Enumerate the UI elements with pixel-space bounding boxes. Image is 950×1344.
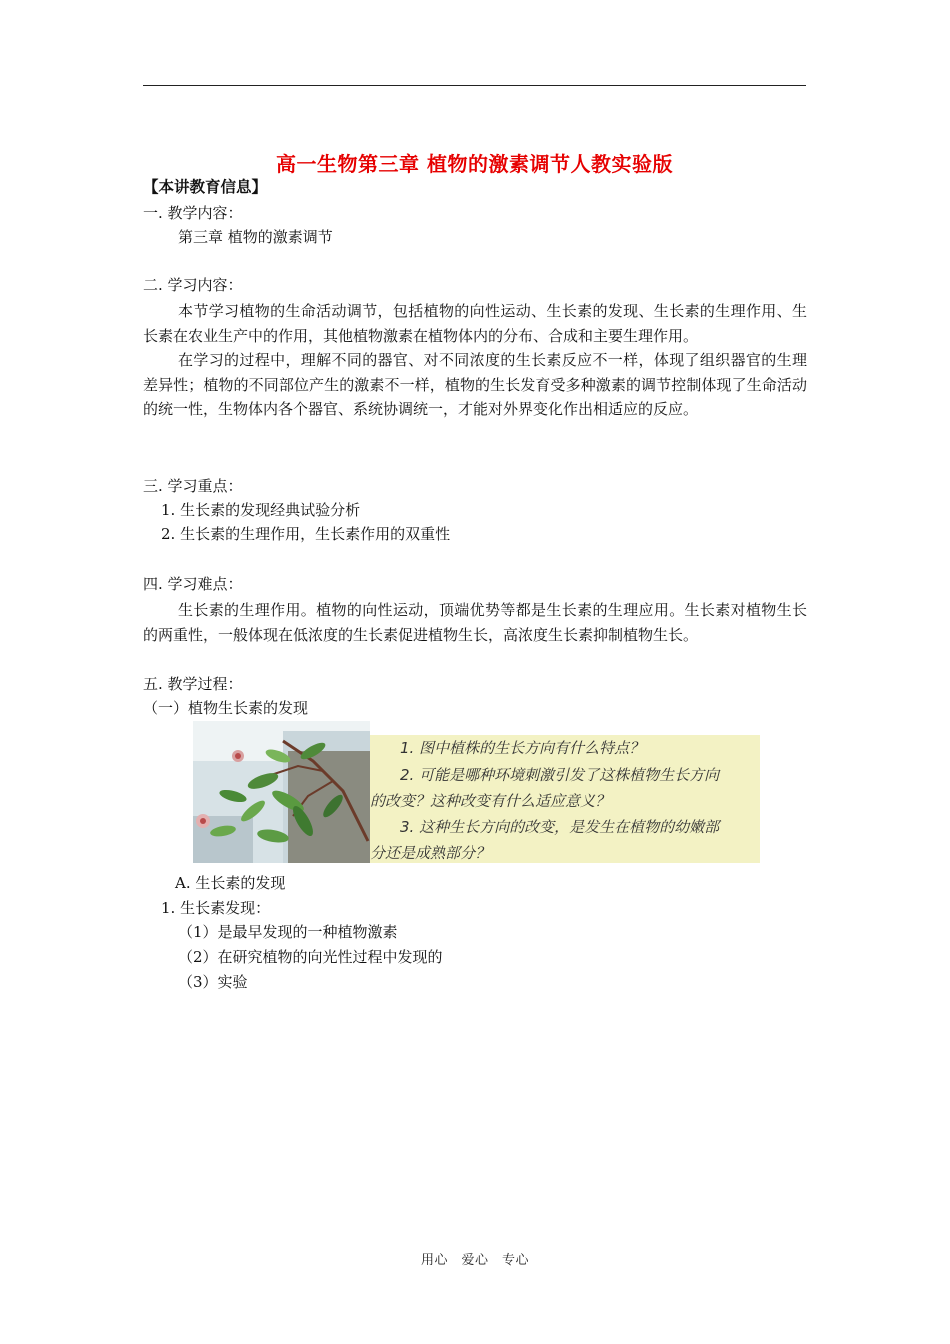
header-rule <box>143 85 806 86</box>
s3-item-1: 1. 生长素的发现经典试验分析 <box>161 501 361 519</box>
section-header: 【本讲教育信息】 <box>143 178 268 196</box>
figure-question-2: 2. 可能是哪种环境刺激引发了这株植物生长方向 <box>400 766 720 784</box>
s5-item-1: 1. 生长素发现： <box>161 899 271 917</box>
s3-heading: 三. 学习重点： <box>143 477 243 495</box>
figure-question-panel <box>370 735 760 863</box>
s5-subitem-1: （1）是最早发现的一种植物激素 <box>178 923 398 941</box>
plant-photo <box>193 721 370 863</box>
s2-paragraph-1: 本节学习植物的生命活动调节，包括植物的向性运动、生长素的发现、生长素的生理作用、生长素在农业生产中的作用，其他植物激素在植物体内的分布、合成和主要生理作用。 <box>143 302 807 345</box>
figure-question-2-cont: 的改变？这种改变有什么适应意义？ <box>370 792 611 810</box>
s4-paragraph-1: 生长素的生理作用。植物的向性运动，顶端优势等都是生长素的生理应用。生长素对植物生长的两重性，一般体现在低浓度的生长素促进植物生长，高浓度生长素抑制植物生长。 <box>143 601 807 644</box>
s1-heading: 一. 教学内容： <box>143 204 243 222</box>
plant-figure <box>193 721 760 863</box>
figure-question-3-cont: 分还是成熟部分？ <box>370 844 491 862</box>
s3-item-2: 2. 生长素的生理作用，生长素作用的双重性 <box>161 525 451 543</box>
s5-heading: 五. 教学过程： <box>143 675 243 693</box>
document-title: 高一生物第三章 植物的激素调节人教实验版 <box>276 152 673 176</box>
page-footer: 用心 爱心 专心 <box>420 1253 529 1268</box>
s5-subitem-2: （2）在研究植物的向光性过程中发现的 <box>178 948 443 966</box>
a-heading: A. 生长素的发现 <box>175 874 286 892</box>
figure-question-1: 1. 图中植株的生长方向有什么特点？ <box>400 739 645 757</box>
s2-heading: 二. 学习内容： <box>143 276 243 294</box>
s5-subitem-3: （3）实验 <box>178 973 248 991</box>
s1-body: 第三章 植物的激素调节 <box>178 228 333 246</box>
s5-subheading: （一）植物生长素的发现 <box>143 699 309 717</box>
s4-heading: 四. 学习难点： <box>143 575 243 593</box>
figure-question-3: 3. 这种生长方向的改变，是发生在植物的幼嫩部 <box>400 818 720 836</box>
s2-paragraph-2: 在学习的过程中，理解不同的器官、对不同浓度的生长素反应不一样，体现了组织器官的生理差异性；植物的不同部位产生的激素不一样，植物的生长发育受多种激素的调节控制体现了生命活动的统一性，生物体内各个器官、系统协调统一，才能对外界变化作出相适应的反应。 <box>143 351 807 418</box>
